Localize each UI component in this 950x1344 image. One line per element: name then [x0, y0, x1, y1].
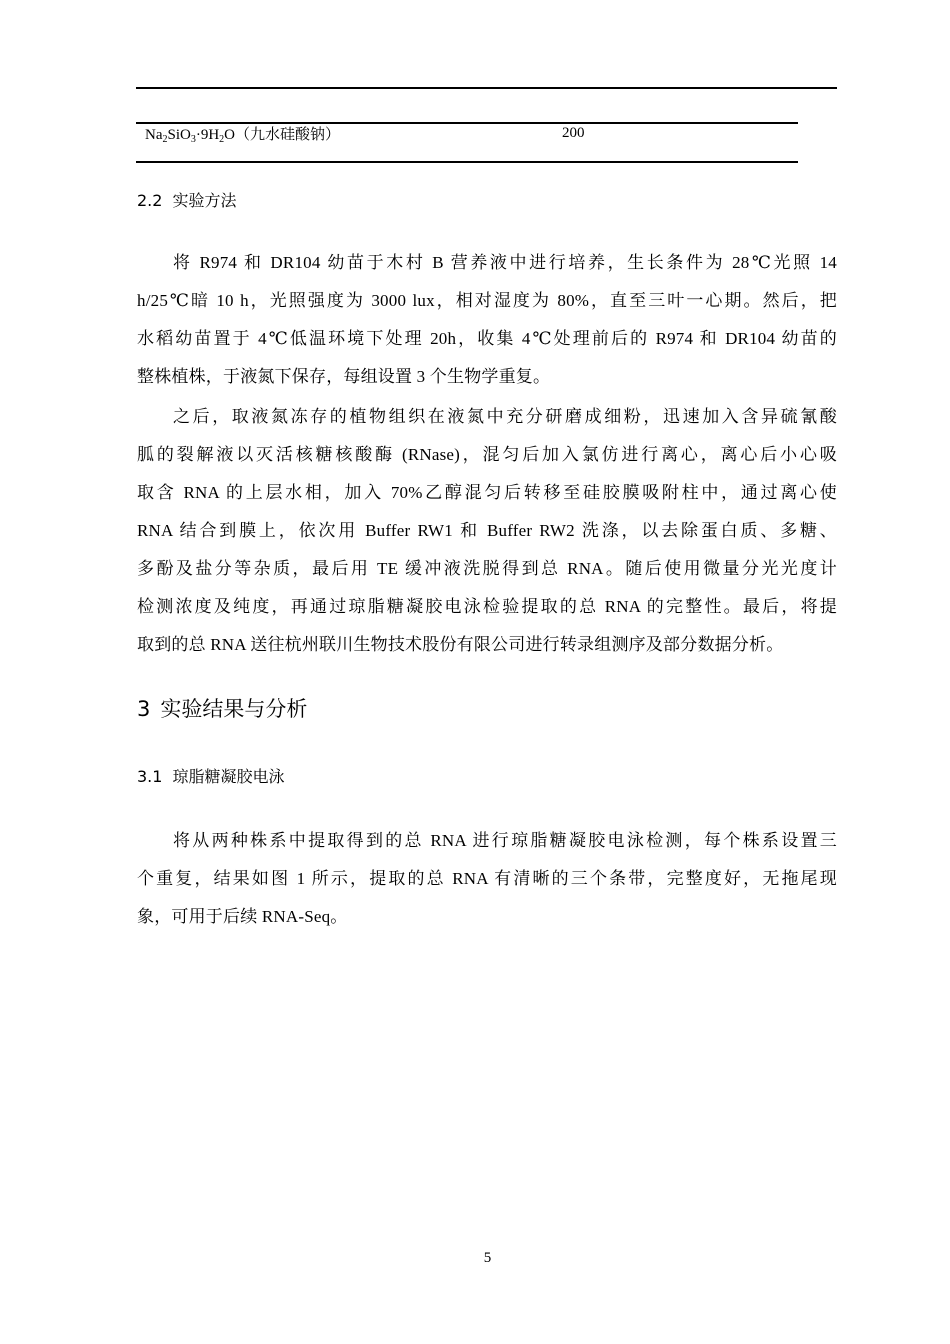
section-heading-3-1 — [137, 766, 284, 788]
table-bottom-rule — [136, 161, 798, 163]
section-number: 2.2 — [137, 191, 163, 210]
section-number: 3 — [137, 697, 151, 721]
paragraph-line: 取到的总 RNA 送往杭州联川生物技术股份有限公司进行转录组测序及部分数据分析。 — [137, 635, 784, 654]
paragraph-line: 整株植株，于液氮下保存，每组设置 3 个生物学重复。 — [137, 367, 551, 386]
paragraph-line: 水稻幼苗置于 4℃低温环境下处理 20h，收集 4℃处理前后的 R974 和 DR104 幼苗的 — [137, 329, 837, 348]
paragraph-line: 之后，取液氮冻存的植物组织在液氮中充分研磨成细粉，迅速加入含异硫氰酸 — [173, 407, 837, 426]
paragraph-line: 象，可用于后续 RNA-Seq。 — [137, 907, 348, 926]
section-heading-2-2 — [137, 190, 236, 212]
paragraph-line: 检测浓度及纯度，再通过琼脂糖凝胶电泳检验提取的总 RNA 的完整性。最后，将提 — [137, 597, 837, 616]
paragraph-line: 多酚及盐分等杂质，最后用 TE 缓冲液洗脱得到总 RNA。随后使用微量分光光度计 — [137, 559, 837, 578]
section-title: 琼脂糖凝胶电泳 — [172, 767, 285, 786]
paragraph-line: 取含 RNA 的上层水相，加入 70%乙醇混匀后转移至硅胶膜吸附柱中，通过离心使 — [137, 483, 837, 502]
method-paragraph-1 — [137, 244, 837, 396]
section-number: 3.1 — [137, 767, 163, 786]
section-title: 实验方法 — [172, 191, 237, 210]
table-cell-reagent: $Na_2SiO_3\cdot 9H_2O$（九水硅酸钠） — [145, 127, 341, 145]
table-top-rule — [136, 122, 798, 124]
page-number: 5 — [483, 1250, 492, 1266]
paragraph-line: RNA 结合到膜上，依次用 Buffer RW1 和 Buffer RW2 洗涤，以去除蛋白质、多糖、 — [137, 521, 837, 540]
method-paragraph-2 — [137, 398, 837, 664]
paragraph-line: 将 R974 和 DR104 幼苗于木村 B 营养液中进行培养，生长条件为 28℃光照 14 — [173, 253, 837, 272]
result-paragraph-1 — [137, 822, 837, 936]
paragraph-line: h/25℃暗 10 h，光照强度为 3000 lux，相对湿度为 80%，直至三叶一心期。然后，把 — [137, 291, 837, 310]
section-heading-3 — [137, 695, 307, 723]
section-title: 实验结果与分析 — [160, 697, 308, 721]
table-cell-amount: 200 — [562, 125, 585, 141]
paragraph-line: 将从两种株系中提取得到的总 RNA 进行琼脂糖凝胶电泳检测，每个株系设置三 — [173, 831, 837, 850]
paragraph-line: 胍的裂解液以灭活核糖核酸酶 (RNase)，混匀后加入氯仿进行离心，离心后小心吸 — [137, 445, 837, 464]
paragraph-line: 个重复，结果如图 1 所示，提取的总 RNA 有清晰的三个条带，完整度好，无拖尾现 — [137, 869, 837, 888]
header-rule — [136, 87, 837, 89]
